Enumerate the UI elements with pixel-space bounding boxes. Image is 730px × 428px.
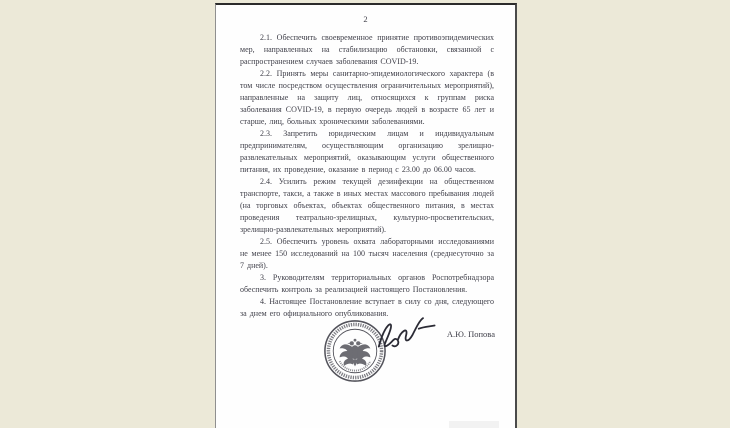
document-page bbox=[215, 3, 517, 428]
signatory-name: А.Ю. Попова bbox=[446, 329, 495, 339]
faint-watermark bbox=[449, 421, 499, 428]
paragraph-3: 3. Руководителям территориальных органов Роспотребнадзора обеспечить контроль за реализацией настоящего Постановления. bbox=[240, 273, 494, 294]
document-body bbox=[216, 32, 515, 320]
paragraph-2-2: 2.2. Принять меры санитарно-эпидемиологического характера (в том числе посредством осуществления ограничительных мероприятий), направленные на защиту лиц, относящихся к группам риска заболевания COVID-19, в первую очередь людей в возрасте 65 лет и старше, лиц, больных хроническими заболеваниями. bbox=[240, 69, 494, 126]
paragraph-2-3: 2.3. Запретить юридическим лицам и индивидуальным предпринимателям, осуществляющим организацию зрелищно-развлекательных мероприятий, оказывающим услуги общественного питания, их проведение, оказание в период с 23.00 до 06.00 часов. bbox=[240, 129, 494, 174]
signature-scribble-icon bbox=[368, 315, 438, 355]
page-number: 2 bbox=[363, 14, 368, 24]
double-headed-eagle-icon bbox=[340, 339, 371, 367]
paragraph-2-1: 2.1. Обеспечить своевременное принятие противоэпидемических мер, направленных на стабилизацию обстановки, связанной с распространением случаев заболевания COVID-19. bbox=[240, 33, 494, 66]
paragraph-2-5: 2.5. Обеспечить уровень охвата лабораторными исследованиями не менее 150 исследований на 100 тысяч населения (среднесуточно за 7 дней). bbox=[240, 237, 494, 270]
paragraph-4: 4. Настоящее Постановление вступает в силу со дня, следующего за днем его официального опубликования. bbox=[240, 297, 494, 318]
paragraph-2-4: 2.4. Усилить режим текущей дезинфекции на общественном транспорте, такси, а также в иных местах массового пребывания людей (на торговых объектах, объектах общественного питания, в местах проведения театрально-зрелищных, культурно-просветительских, зрелищно-развлекательных мероприятий). bbox=[240, 177, 494, 234]
